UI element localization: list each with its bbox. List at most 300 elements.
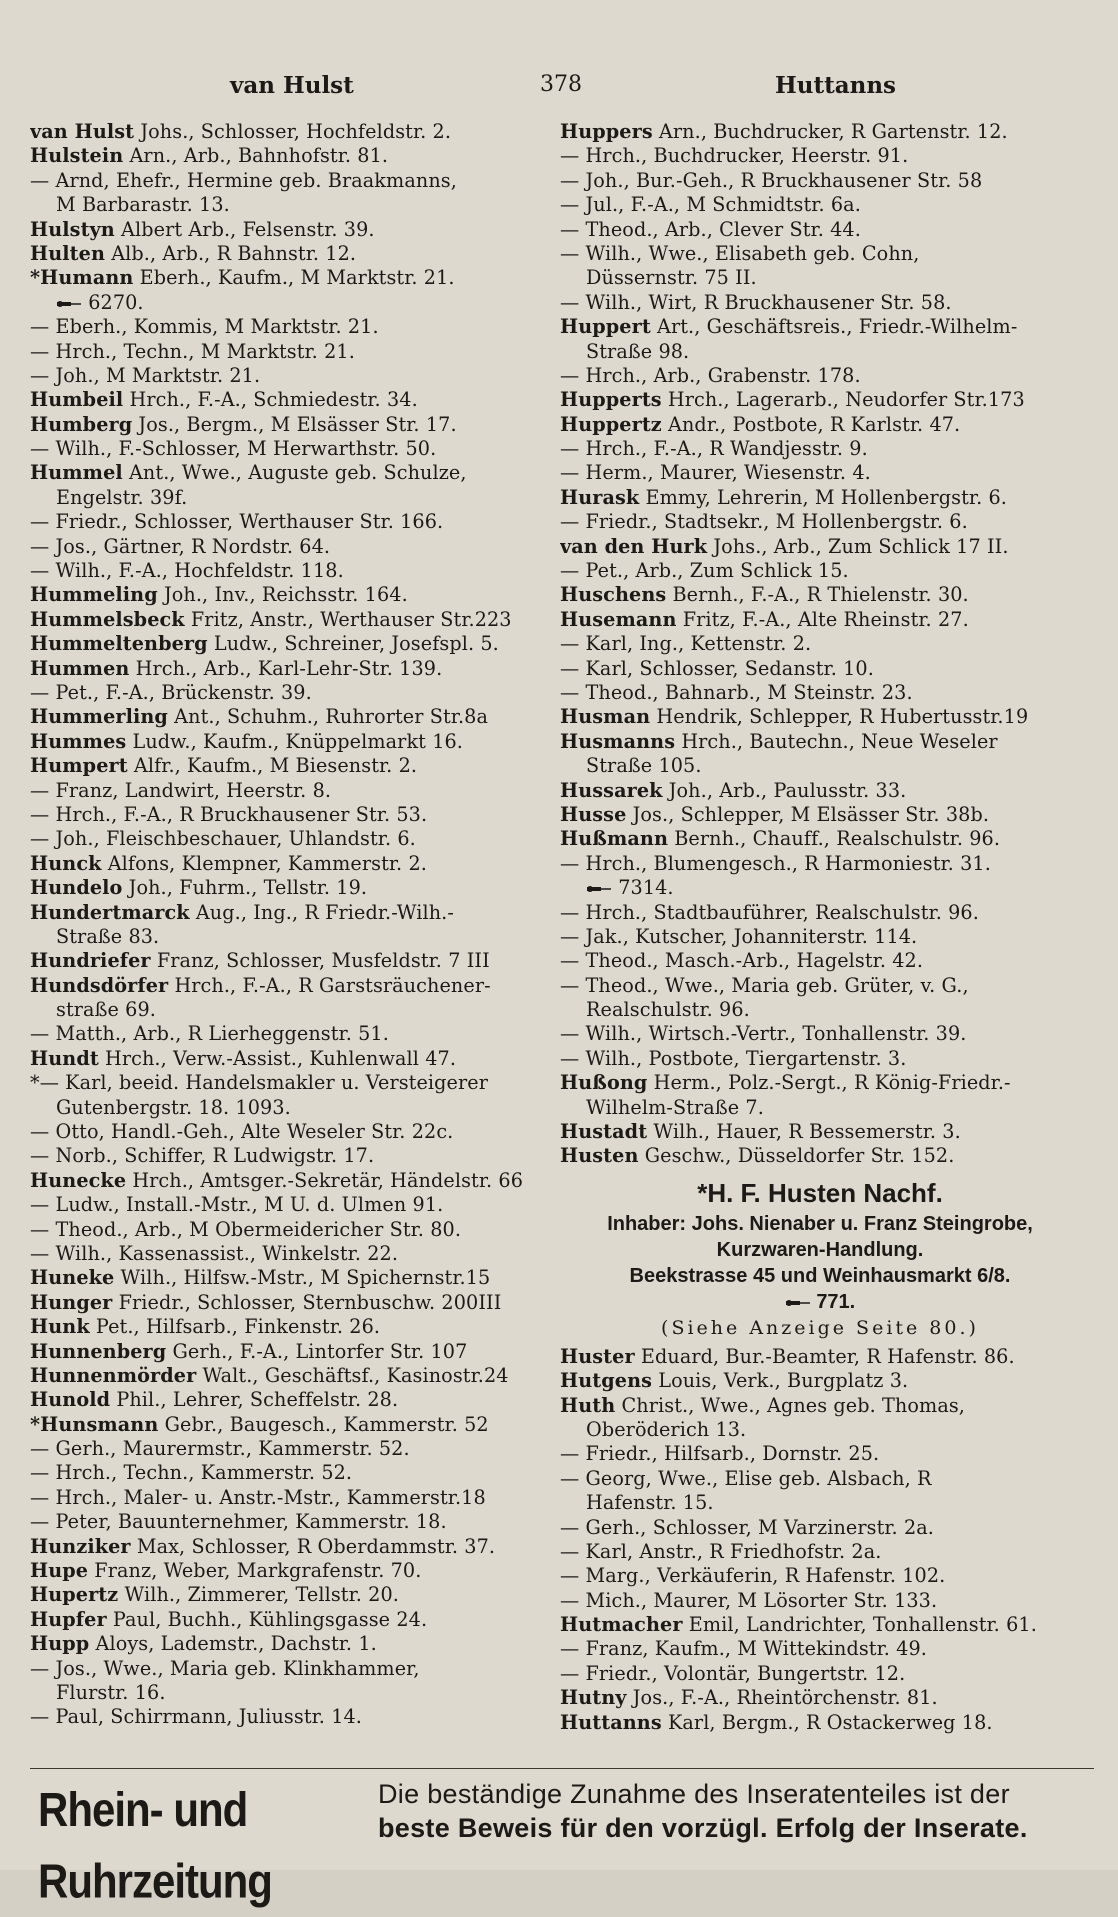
directory-entry — [30, 1413, 540, 1437]
entry-details: — Wilh., F.-Schlosser, M Herwarthstr. 50. — [30, 437, 437, 461]
directory-entry — [30, 1364, 540, 1388]
directory-entry — [560, 827, 1080, 851]
directory-entry — [560, 510, 1080, 534]
entry-details: — Jul., F.-A., M Schmidtstr. 6a. — [560, 193, 861, 217]
entry-surname: Hupe — [30, 1559, 89, 1583]
entry-surname: *Hunsmann — [30, 1412, 159, 1436]
entry-details: Aloys, Lademstr., Dachstr. 1. — [89, 1632, 377, 1656]
directory-entry — [560, 437, 1080, 461]
advert-owners: Inhaber: Johs. Nienaber u. Franz Steingrobe, — [607, 1212, 1033, 1235]
entry-details: Hrch., Arb., Karl-Lehr-Str. 139. — [129, 656, 443, 680]
entry-details: — Mich., Maurer, M Lösorter Str. 133. — [560, 1588, 938, 1612]
entry-details: — Marg., Verkäuferin, R Hafenstr. 102. — [560, 1564, 946, 1588]
entry-details: Herm., Polz.-Sergt., R König-Friedr.- — [647, 1071, 1011, 1095]
entry-surname: Hutgens — [560, 1369, 653, 1393]
entry-details: Straße 98. — [586, 339, 690, 363]
entry-surname: Huneke — [30, 1266, 115, 1290]
entry-surname: Husmanns — [560, 729, 676, 753]
advert-business: Kurzwaren-Handlung. — [716, 1238, 924, 1261]
entry-surname: Hunnenberg — [30, 1339, 167, 1363]
directory-entry — [560, 1711, 1080, 1735]
directory-entry — [560, 925, 1080, 949]
entry-details: — Paul, Schirrmann, Juliusstr. 14. — [30, 1705, 363, 1729]
directory-entry — [30, 193, 540, 217]
entry-details: Düssernstr. 75 II. — [586, 266, 757, 290]
entry-details: Karl, Bergm., R Ostackerweg 18. — [661, 1710, 993, 1734]
directory-entry — [30, 218, 540, 242]
entry-details: — Ludw., Install.-Mstr., M U. d. Ulmen 91. — [30, 1193, 444, 1217]
directory-entry — [30, 1096, 540, 1120]
entry-details: — Gerh., Schlosser, M Varzinerstr. 2a. — [560, 1515, 934, 1539]
directory-entry — [560, 1637, 1080, 1661]
directory-entry — [30, 779, 540, 803]
directory-entry — [560, 120, 1080, 144]
directory-entry — [30, 1071, 540, 1095]
directory-entry — [560, 1662, 1080, 1686]
directory-entry — [30, 1510, 540, 1534]
directory-entry — [560, 461, 1080, 485]
directory-entry — [30, 1169, 540, 1193]
entry-details: Wilh., Hauer, R Bessemerstr. 3. — [647, 1120, 961, 1144]
entry-details: — Karl, Ing., Kettenstr. 2. — [560, 632, 812, 656]
directory-entry — [30, 998, 540, 1022]
entry-surname: Huschens — [560, 583, 667, 607]
directory-entry — [560, 1491, 1080, 1515]
footer-slogan — [378, 1777, 1094, 1845]
entry-details: Johs., Schlosser, Hochfeldstr. 2. — [134, 120, 452, 143]
entry-details: — Hrch., Techn., Kammerstr. 52. — [30, 1461, 353, 1485]
footer-slogan-line-2: beste Beweis für den vorzügl. Erfolg der Inserate. — [378, 1813, 1028, 1843]
directory-entry — [30, 559, 540, 583]
entry-details: Alb., Arb., R Bahnstr. 12. — [105, 241, 357, 265]
entry-surname: Hustadt — [560, 1120, 648, 1144]
entry-details: Fritz, F.-A., Alte Rheinstr. 27. — [676, 607, 969, 631]
entry-details: Flurstr. 16. — [56, 1681, 166, 1704]
entry-surname: Hundsdörfer — [30, 973, 169, 997]
entry-details: Walt., Geschäftsf., Kasinostr.24 — [196, 1363, 509, 1387]
directory-entry — [560, 876, 1080, 900]
entry-details: — Hrch., Stadtbauführer, Realschulstr. 96. — [560, 900, 979, 924]
entry-surname: Hussarek — [560, 778, 663, 802]
entry-surname: Hunnenmörder — [30, 1363, 197, 1387]
directory-entry — [30, 657, 540, 681]
directory-entry — [30, 1681, 540, 1705]
entry-details: — Georg, Wwe., Elise geb. Alsbach, R — [560, 1466, 932, 1490]
entry-details: Jos., Schlepper, M Elsässer Str. 38b. — [626, 802, 990, 826]
entry-details: — Otto, Handl.-Geh., Alte Weseler Str. 22c. — [30, 1120, 454, 1144]
entry-details: — Jak., Kutscher, Johanniterstr. 114. — [560, 924, 918, 948]
entry-details: Hrch., F.-A., Schmiedestr. 34. — [123, 388, 418, 412]
entry-details: — Theod., Masch.-Arb., Hagelstr. 42. — [560, 949, 924, 973]
directory-entry — [30, 608, 540, 632]
directory-entry — [30, 1266, 540, 1290]
advert-phone — [560, 1289, 1080, 1315]
directory-entry — [30, 1583, 540, 1607]
entry-details: — Hrch., Maler- u. Anstr.-Mstr., Kammerstr.18 — [30, 1485, 486, 1509]
entry-surname: Hummeltenberg — [30, 632, 208, 656]
entry-details: — Franz, Landwirt, Heerstr. 8. — [30, 778, 332, 802]
entry-details: Hrch., Bautechn., Neue Weseler — [675, 729, 998, 753]
entry-details: Realschulstr. 96. — [586, 998, 750, 1022]
directory-entry — [560, 901, 1080, 925]
entry-details: — Wilh., F.-A., Hochfeldstr. 118. — [30, 559, 344, 583]
directory-entry — [30, 120, 540, 144]
entry-details: Art., Geschäftsreis., Friedr.-Wilhelm- — [650, 315, 1018, 339]
entry-surname: Hupperts — [560, 388, 662, 412]
directory-entry — [30, 413, 540, 437]
entry-details: — Wilh., Wwe., Elisabeth geb. Cohn, — [560, 241, 920, 265]
directory-entry — [560, 1047, 1080, 1071]
directory-entry — [30, 144, 540, 168]
advert-see-reference: (Siehe Anzeige Seite 80.) — [661, 1316, 979, 1339]
directory-entry — [30, 1120, 540, 1144]
directory-entry — [560, 1686, 1080, 1710]
directory-entry — [30, 291, 540, 315]
entry-details: Franz, Schlosser, Musfeldstr. 7 III — [150, 949, 490, 973]
entry-surname: van Hulst — [30, 120, 135, 143]
directory-entry — [560, 291, 1080, 315]
directory-entry — [30, 364, 540, 388]
footer-slogan-line-1: Die beständige Zunahme des Inseratenteiles ist der — [378, 1779, 1010, 1809]
entry-surname: Hummeling — [30, 583, 158, 607]
entry-details: — Karl, Schlosser, Sedanstr. 10. — [560, 656, 874, 680]
directory-entry — [560, 1096, 1080, 1120]
entry-details: Christ., Wwe., Agnes geb. Thomas, — [615, 1393, 965, 1417]
entry-details: Pet., Hilfsarb., Finkenstr. 26. — [89, 1315, 381, 1339]
entry-details: Aug., Ing., R Friedr.-Wilh.- — [189, 900, 454, 924]
entry-details: — Gerh., Maurermstr., Kammerstr. 52. — [30, 1437, 410, 1461]
entry-surname: Huth — [560, 1393, 616, 1417]
directory-entry — [560, 1022, 1080, 1046]
entry-details: — Friedr., Hilfsarb., Dornstr. 25. — [560, 1442, 880, 1466]
directory-entry — [30, 437, 540, 461]
entry-surname: *Humann — [30, 266, 134, 290]
entry-details: Johs., Arb., Zum Schlick 17 II. — [707, 534, 1009, 558]
entry-details: Straße 83. — [56, 924, 160, 948]
directory-entry — [30, 266, 540, 290]
telephone-icon — [586, 884, 612, 894]
directory-entry — [30, 1486, 540, 1510]
entry-details: — Karl, Anstr., R Friedhofstr. 2a. — [560, 1539, 882, 1563]
directory-entry — [30, 1705, 540, 1729]
entry-surname: Hupfer — [30, 1607, 107, 1631]
entry-details: — Friedr., Schlosser, Werthauser Str. 166. — [30, 510, 444, 534]
directory-entry — [30, 876, 540, 900]
directory-entry — [30, 1437, 540, 1461]
entry-details: — Theod., Arb., Clever Str. 44. — [560, 217, 861, 241]
entry-details: — Matth., Arb., R Lierheggenstr. 51. — [30, 1022, 389, 1046]
directory-entry — [560, 1394, 1080, 1418]
directory-entry — [30, 1193, 540, 1217]
directory-entry — [560, 681, 1080, 705]
entry-details: Hrch., Amtsger.-Sekretär, Händelstr. 66 — [126, 1168, 524, 1192]
entry-surname: Hulstyn — [30, 217, 115, 241]
entry-details: Alfr., Kaufm., M Biesenstr. 2. — [127, 754, 418, 778]
directory-entry — [560, 608, 1080, 632]
entry-surname: Hummelsbeck — [30, 607, 185, 631]
entry-details: Wilhelm-Straße 7. — [586, 1095, 764, 1119]
directory-entry — [560, 779, 1080, 803]
directory-entry — [30, 974, 540, 998]
entry-details: Wilh., Hilfsw.-Mstr., M Spichernstr.15 — [114, 1266, 491, 1290]
header-left-term: van Hulst — [230, 72, 354, 99]
advert-firm: *H. F. Husten Nachf. — [697, 1177, 943, 1208]
header-right-term: Huttanns — [775, 72, 896, 99]
page-number: 378 — [540, 72, 582, 97]
entry-details: Engelstr. 39f. — [56, 485, 188, 509]
entry-details: — Herm., Maurer, Wiesenstr. 4. — [560, 461, 871, 485]
entry-details: Jos., F.-A., Rheintörchenstr. 81. — [626, 1686, 938, 1710]
entry-surname: van den Hurk — [560, 534, 708, 558]
entry-details: Eberh., Kaufm., M Marktstr. 21. — [133, 266, 455, 290]
entry-details: — Hrch., F.-A., R Wandjesstr. 9. — [560, 437, 868, 461]
entry-surname: Hundertmarck — [30, 900, 190, 924]
directory-entry — [30, 1315, 540, 1339]
directory-entry — [30, 1559, 540, 1583]
entry-details: *— Karl, beeid. Handelsmakler u. Versteigerer — [30, 1071, 489, 1095]
entry-surname: Hulstein — [30, 144, 124, 168]
directory-entry — [560, 657, 1080, 681]
directory-entry — [30, 705, 540, 729]
directory-entry — [30, 169, 540, 193]
directory-entry — [30, 852, 540, 876]
entry-details: — Theod., Bahnarb., M Steinstr. 23. — [560, 680, 913, 704]
entry-surname: Hunecke — [30, 1168, 127, 1192]
entry-details: — Theod., Arb., M Obermeidericher Str. 80. — [30, 1217, 462, 1241]
entry-details: — Hrch., Blumengesch., R Harmoniestr. 31. — [560, 851, 991, 875]
right-column — [560, 120, 1080, 1735]
directory-entry — [30, 1022, 540, 1046]
entry-details: — Joh., M Marktstr. 21. — [30, 363, 261, 387]
entry-surname: Hummes — [30, 729, 127, 753]
entry-details: — Wilh., Wirt, R Bruckhausener Str. 58. — [560, 290, 952, 314]
entry-details: Bernh., F.-A., R Thielenstr. 30. — [666, 583, 969, 607]
entry-surname: Huppers — [560, 120, 653, 143]
entry-details: Straße 105. — [586, 754, 702, 778]
directory-entry — [30, 827, 540, 851]
newspaper-logo: Rhein- und Ruhrzeitung — [38, 1782, 272, 1908]
entry-surname: Hundt — [30, 1046, 99, 1070]
entry-details: — Friedr., Stadtsekr., M Hollenbergstr. 6. — [560, 510, 968, 534]
entry-details: — Pet., F.-A., Brückenstr. 39. — [30, 680, 312, 704]
directory-entry — [30, 461, 540, 485]
entry-details: — Hrch., Buchdrucker, Heerstr. 91. — [560, 144, 909, 168]
directory-entry — [30, 1461, 540, 1485]
entry-details: 7314. — [618, 876, 674, 900]
page-header — [30, 72, 1094, 106]
directory-entry — [30, 632, 540, 656]
directory-entry — [30, 1242, 540, 1266]
entry-surname: Hußmann — [560, 827, 668, 851]
entry-surname: Humberg — [30, 412, 133, 436]
entry-details: Ludw., Schreiner, Josefspl. 5. — [207, 632, 499, 656]
directory-entry — [560, 1516, 1080, 1540]
entry-surname: Hupp — [30, 1632, 90, 1656]
entry-details: Wilh., Zimmerer, Tellstr. 20. — [118, 1583, 399, 1607]
directory-entry — [30, 730, 540, 754]
entry-details: — Pet., Arb., Zum Schlick 15. — [560, 559, 849, 583]
entry-details: Hafenstr. 15. — [586, 1491, 714, 1515]
entry-details: Oberöderich 13. — [586, 1417, 747, 1441]
directory-entry — [30, 510, 540, 534]
directory-entry — [30, 1144, 540, 1168]
entry-details: — Wilh., Kassenassist., Winkelstr. 22. — [30, 1241, 399, 1265]
entry-surname: Hunck — [30, 851, 102, 875]
entry-surname: Huttanns — [560, 1710, 662, 1734]
directory-entry — [560, 852, 1080, 876]
entry-surname: Hurask — [560, 485, 640, 509]
directory-entry — [560, 754, 1080, 778]
entry-details: — Joh., Bur.-Geh., R Bruckhausener Str. 58 — [560, 168, 983, 192]
directory-entry — [30, 1388, 540, 1412]
directory-entry — [560, 1144, 1080, 1168]
directory-entry — [560, 242, 1080, 266]
entry-details: Franz, Weber, Markgrafenstr. 70. — [88, 1559, 422, 1583]
entry-details: Gutenbergstr. 18. 1093. — [56, 1095, 291, 1119]
entry-details: Paul, Buchh., Kühlingsgasse 24. — [106, 1607, 428, 1631]
entry-details: Joh., Fuhrm., Tellstr. 19. — [122, 876, 368, 900]
entry-details: — Jos., Wwe., Maria geb. Klinkhammer, — [30, 1656, 420, 1680]
directory-entry — [30, 1047, 540, 1071]
entry-details: Joh., Arb., Paulusstr. 33. — [662, 778, 907, 802]
directory-entry — [560, 144, 1080, 168]
directory-entry — [30, 1657, 540, 1681]
entry-details: Geschw., Düsseldorfer Str. 152. — [638, 1144, 955, 1168]
entry-details: — Arnd, Ehefr., Hermine geb. Braakmanns, — [30, 168, 457, 192]
entry-surname: Hunziker — [30, 1534, 131, 1558]
entry-surname: Hundriefer — [30, 949, 151, 973]
entry-details: Ludw., Kaufm., Knüppelmarkt 16. — [126, 729, 464, 753]
directory-entry — [560, 1442, 1080, 1466]
entry-surname: Hunk — [30, 1315, 90, 1339]
entry-surname: Hußong — [560, 1071, 648, 1095]
entry-surname: Hutny — [560, 1686, 627, 1710]
entry-surname: Hunger — [30, 1290, 113, 1314]
directory-entry — [560, 388, 1080, 412]
entry-details: Hrch., F.-A., R Garstsräuchener- — [168, 973, 491, 997]
entry-surname: Huster — [560, 1344, 635, 1368]
entry-details: Albert Arb., Felsenstr. 39. — [114, 217, 375, 241]
footer-advertisement — [30, 1768, 1094, 1908]
advert-address: Beekstrasse 45 und Weinhausmarkt 6/8. — [629, 1264, 1011, 1287]
directory-entry — [560, 803, 1080, 827]
directory-entry — [30, 949, 540, 973]
directory-entry — [30, 925, 540, 949]
directory-entry — [560, 266, 1080, 290]
directory-entry — [30, 315, 540, 339]
entry-details: Friedr., Schlosser, Sternbuschw. 200III — [112, 1290, 502, 1314]
directory-entry — [560, 730, 1080, 754]
directory-entry — [560, 340, 1080, 364]
directory-entry — [560, 218, 1080, 242]
directory-entry — [560, 315, 1080, 339]
entry-surname: Hulten — [30, 241, 105, 265]
directory-entry — [560, 949, 1080, 973]
directory-entry — [560, 1467, 1080, 1491]
right-column-bottom — [560, 1345, 1080, 1735]
directory-entry — [560, 1589, 1080, 1613]
entry-details: — Eberh., Kommis, M Marktstr. 21. — [30, 315, 379, 339]
entry-details: — Theod., Wwe., Maria geb. Grüter, v. G., — [560, 973, 969, 997]
directory-entry — [560, 974, 1080, 998]
entry-details: — Wilh., Wirtsch.-Vertr., Tonhallenstr. 39. — [560, 1022, 967, 1046]
entry-details: — Friedr., Volontär, Bungertstr. 12. — [560, 1661, 906, 1685]
directory-entry — [30, 1218, 540, 1242]
directory-entry — [560, 632, 1080, 656]
entry-details: — Franz, Kaufm., M Wittekindstr. 49. — [560, 1637, 927, 1661]
telephone-icon — [56, 299, 82, 309]
directory-entry — [560, 413, 1080, 437]
directory-entry — [30, 803, 540, 827]
directory-entry — [30, 1632, 540, 1656]
entry-surname: Hutmacher — [560, 1613, 683, 1637]
entry-surname: Hupertz — [30, 1583, 119, 1607]
entry-details: Ant., Wwe., Auguste geb. Schulze, — [122, 461, 467, 485]
entry-surname: Huppert — [560, 315, 651, 339]
entry-details: — Joh., Fleischbeschauer, Uhlandstr. 6. — [30, 827, 416, 851]
entry-details: — Norb., Schiffer, R Ludwigstr. 17. — [30, 1144, 375, 1168]
entry-details: Gerh., F.-A., Lintorfer Str. 107 — [166, 1339, 468, 1363]
entry-details: — Wilh., Postbote, Tiergartenstr. 3. — [560, 1046, 907, 1070]
entry-details: Andr., Postbote, R Karlstr. 47. — [661, 412, 961, 436]
entry-surname: Husemann — [560, 607, 677, 631]
directory-entry — [30, 681, 540, 705]
entry-surname: Humbeil — [30, 388, 124, 412]
directory-entry — [30, 754, 540, 778]
entry-details: — Hrch., F.-A., R Bruckhausener Str. 53. — [30, 802, 428, 826]
entry-details: Fritz, Anstr., Werthauser Str.223 — [184, 607, 512, 631]
directory-entry — [30, 242, 540, 266]
directory-entry — [560, 364, 1080, 388]
directory-entry — [560, 1120, 1080, 1144]
entry-details: Eduard, Bur.-Beamter, R Hafenstr. 86. — [634, 1344, 1015, 1368]
entry-surname: Husten — [560, 1144, 639, 1168]
directory-entry — [30, 583, 540, 607]
directory-entry — [560, 583, 1080, 607]
directory-entry — [560, 1418, 1080, 1442]
entry-details: — Peter, Bauunternehmer, Kammerstr. 18. — [30, 1510, 447, 1534]
entry-details: Hendrik, Schlepper, R Hubertusstr.19 — [650, 705, 1029, 729]
directory-entry — [30, 1291, 540, 1315]
entry-details: Arn., Buchdrucker, R Gartenstr. 12. — [652, 120, 1008, 143]
entry-surname: Husman — [560, 705, 651, 729]
husten-advertisement — [560, 1175, 1080, 1341]
telephone-icon — [785, 1298, 811, 1308]
entry-surname: Hummel — [30, 461, 123, 485]
directory-entry — [30, 486, 540, 510]
entry-details: Phil., Lehrer, Scheffelstr. 28. — [110, 1388, 399, 1412]
entry-details: Emmy, Lehrerin, M Hollenbergstr. 6. — [639, 485, 1007, 509]
directory-entry — [560, 1564, 1080, 1588]
directory-entry — [560, 705, 1080, 729]
right-column-top — [560, 120, 1080, 1169]
advert-phone-number: 771. — [816, 1290, 856, 1313]
entry-details: 6270. — [88, 290, 144, 314]
directory-entry — [560, 1071, 1080, 1095]
entry-details: Bernh., Chauff., Realschulstr. 96. — [668, 827, 1001, 851]
directory-entry — [560, 535, 1080, 559]
directory-entry — [30, 535, 540, 559]
entry-details: straße 69. — [56, 998, 156, 1022]
directory-entry — [560, 486, 1080, 510]
entry-details: Hrch., Verw.-Assist., Kuhlenwall 47. — [98, 1046, 457, 1070]
entry-details: Gebr., Baugesch., Kammerstr. 52 — [158, 1412, 489, 1436]
directory-entry — [30, 1535, 540, 1559]
directory-entry — [560, 1369, 1080, 1393]
entry-details: — Jos., Gärtner, R Nordstr. 64. — [30, 534, 331, 558]
directory-entry — [30, 340, 540, 364]
entry-details: Louis, Verk., Burgplatz 3. — [652, 1369, 909, 1393]
